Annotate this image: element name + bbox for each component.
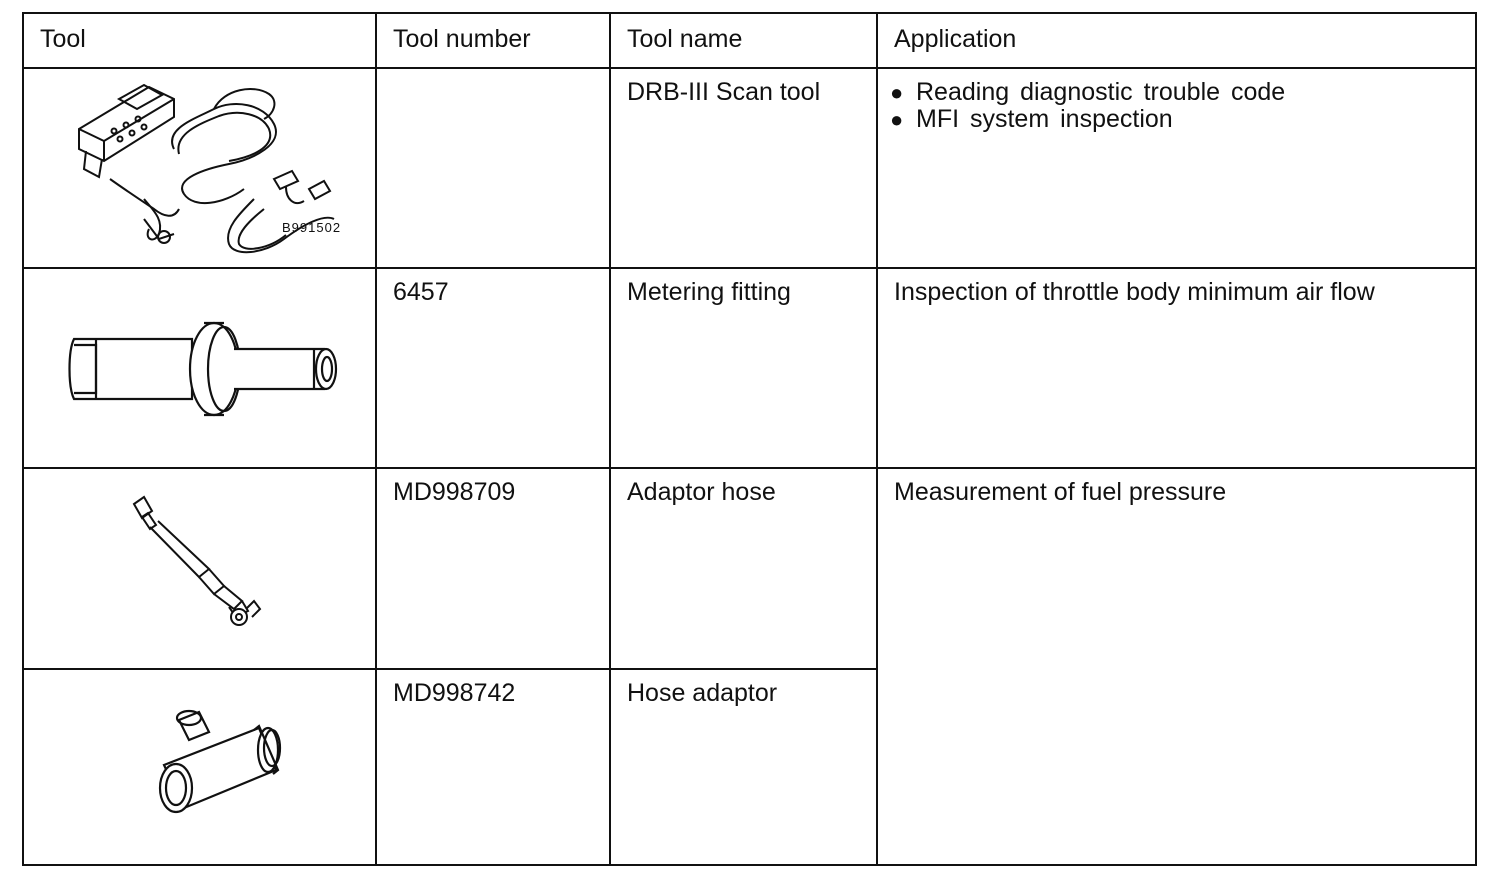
tool-image-cell xyxy=(23,468,376,669)
application-cell: Inspection of throttle body minimum air flow xyxy=(877,268,1476,468)
list-item: ● MFI system inspection xyxy=(890,105,1173,133)
header-tool: Tool xyxy=(23,13,376,68)
bullet-icon: ● xyxy=(890,80,904,105)
list-item: ● Reading diagnostic trouble code xyxy=(890,78,1286,106)
scan-tool-illustration xyxy=(24,69,377,267)
special-tools-table xyxy=(22,12,1477,866)
application-list xyxy=(878,69,1475,133)
application-cell xyxy=(877,68,1476,268)
header-tool-name: Tool name xyxy=(610,13,877,68)
tool-number-cell: 6457 xyxy=(376,268,610,468)
tool-name-cell: DRB-III Scan tool xyxy=(610,68,877,268)
tool-name-cell: Adaptor hose xyxy=(610,468,877,669)
tool-image-cell xyxy=(23,268,376,468)
table-row xyxy=(23,268,1476,468)
tool-name-cell: Metering fitting xyxy=(610,268,877,468)
tool-image-cell xyxy=(23,669,376,865)
table-header-row xyxy=(23,13,1476,68)
bullet-icon: ● xyxy=(890,107,904,132)
tool-number-cell xyxy=(376,68,610,268)
metering-fitting-illustration xyxy=(24,269,377,467)
application-cell: Measurement of fuel pressure xyxy=(877,468,1476,865)
tool-image-cell xyxy=(23,68,376,268)
hose-adaptor-illustration xyxy=(24,670,377,864)
header-tool-number: Tool number xyxy=(376,13,610,68)
tool-name-cell: Hose adaptor xyxy=(610,669,877,865)
part-code-label: B991502 xyxy=(282,220,342,235)
table-row xyxy=(23,468,1476,669)
tool-number-cell: MD998742 xyxy=(376,669,610,865)
table-row xyxy=(23,68,1476,268)
adaptor-hose-illustration xyxy=(24,469,377,668)
header-application: Application xyxy=(877,13,1476,68)
tool-number-cell: MD998709 xyxy=(376,468,610,669)
